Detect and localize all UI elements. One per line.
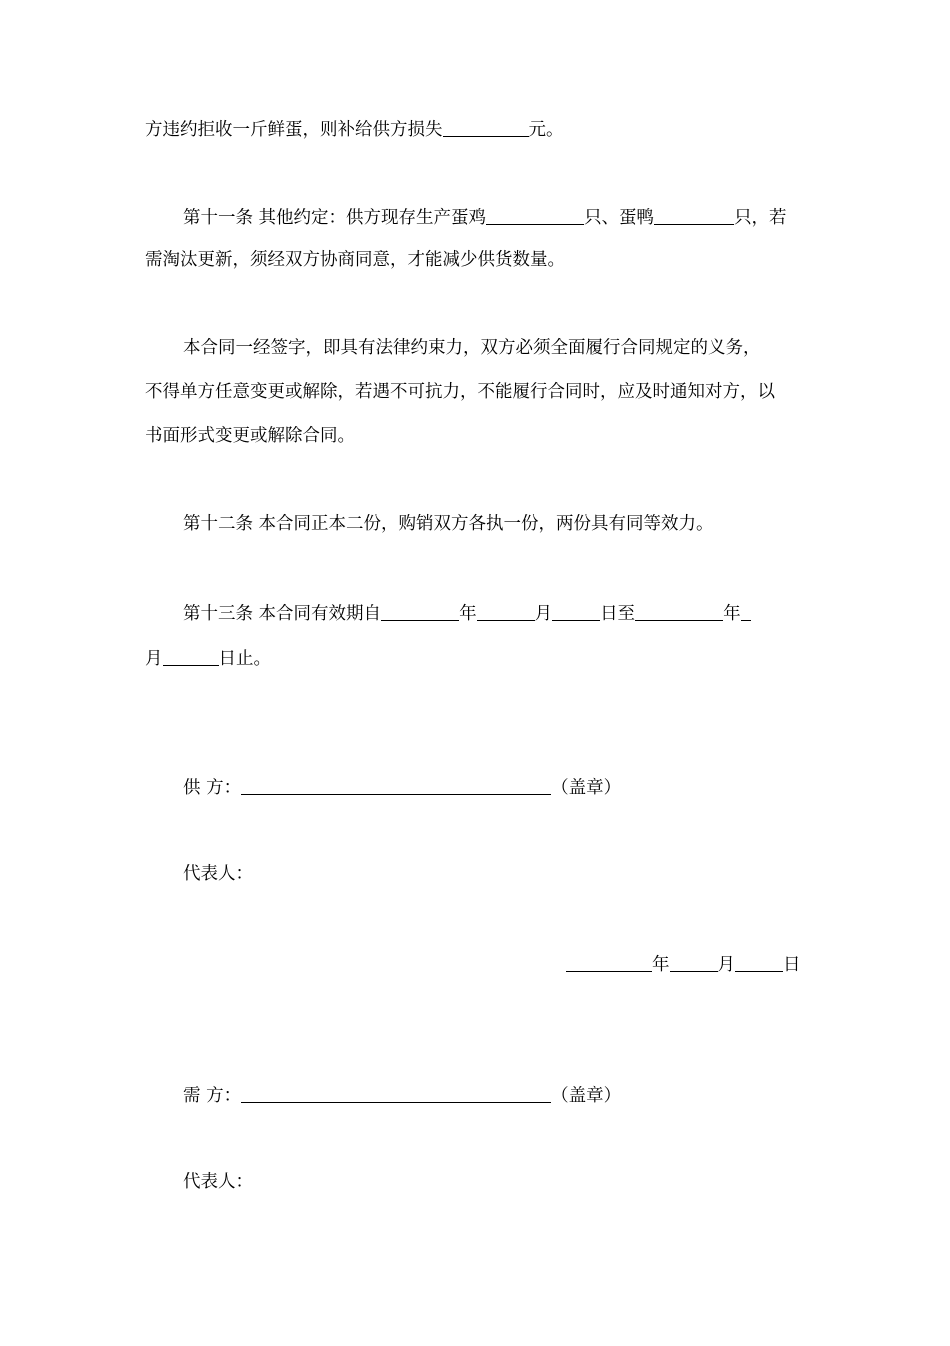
clause11-line2: 需淘汰更新，须经双方协商同意，才能减少供货数量。 xyxy=(145,250,565,270)
buyer-line xyxy=(183,1086,621,1106)
laying-ducks-count-blank[interactable] xyxy=(654,208,734,225)
supplier-representative: 代表人： xyxy=(183,864,253,884)
start-month-label: 月 xyxy=(534,604,553,624)
buyer-label: 需 方： xyxy=(183,1086,242,1106)
laying-hens-count-blank[interactable] xyxy=(486,208,584,225)
buyer-seal: （盖章） xyxy=(551,1086,622,1106)
binding-line1: 本合同一经签字，即具有法律约束力，双方必须全面履行合同规定的义务， xyxy=(183,338,761,358)
sign-year-blank[interactable] xyxy=(566,955,652,972)
clause11-text-a: 第十一条 其他约定：供方现存生产蛋鸡 xyxy=(183,208,487,228)
sign-day-label: 日 xyxy=(783,955,801,975)
clause13-line1 xyxy=(183,604,751,624)
clause13-line2 xyxy=(145,649,271,669)
start-year-blank[interactable] xyxy=(381,604,459,621)
loss-amount-blank[interactable] xyxy=(443,120,529,137)
end-year-label: 年 xyxy=(723,604,741,624)
end-month-label: 月 xyxy=(145,649,163,669)
clause11-line1 xyxy=(183,208,787,228)
clause10-text: 方违约拒收一斤鲜蛋，则补给供方损失 xyxy=(145,120,443,140)
clause11-text-b: 只、蛋鸭 xyxy=(584,208,655,228)
end-year-blank[interactable] xyxy=(635,604,723,621)
binding-line2: 不得单方任意变更或解除，若遇不可抗力，不能履行合同时，应及时通知对方，以 xyxy=(145,382,775,402)
end-month-blank[interactable] xyxy=(741,604,751,621)
supplier-label: 供 方： xyxy=(183,778,242,798)
clause11-text-c: 只，若 xyxy=(734,208,787,228)
sign-day-blank[interactable] xyxy=(735,955,783,972)
supplier-seal: （盖章） xyxy=(551,778,622,798)
end-day-blank[interactable] xyxy=(163,649,219,666)
start-year-label: 年 xyxy=(459,604,477,624)
clause13-text: 第十三条 本合同有效期自 xyxy=(183,604,382,624)
clause10-tail xyxy=(145,120,564,140)
start-day-label: 日至 xyxy=(600,604,636,624)
binding-line3: 书面形式变更或解除合同。 xyxy=(145,426,355,446)
sign-month-blank[interactable] xyxy=(670,955,718,972)
sign-year-label: 年 xyxy=(652,955,670,975)
signing-date xyxy=(566,955,801,975)
clause12: 第十二条 本合同正本二份，购销双方各执一份，两份具有同等效力。 xyxy=(183,514,714,534)
start-month-blank[interactable] xyxy=(477,604,535,621)
sign-month-label: 月 xyxy=(717,955,735,975)
supplier-name-blank[interactable] xyxy=(241,778,551,795)
buyer-representative: 代表人： xyxy=(183,1172,253,1192)
clause10-unit: 元。 xyxy=(528,120,564,140)
supplier-line xyxy=(183,778,621,798)
end-day-label: 日止。 xyxy=(218,649,271,669)
start-day-blank[interactable] xyxy=(552,604,600,621)
buyer-name-blank[interactable] xyxy=(241,1086,551,1103)
